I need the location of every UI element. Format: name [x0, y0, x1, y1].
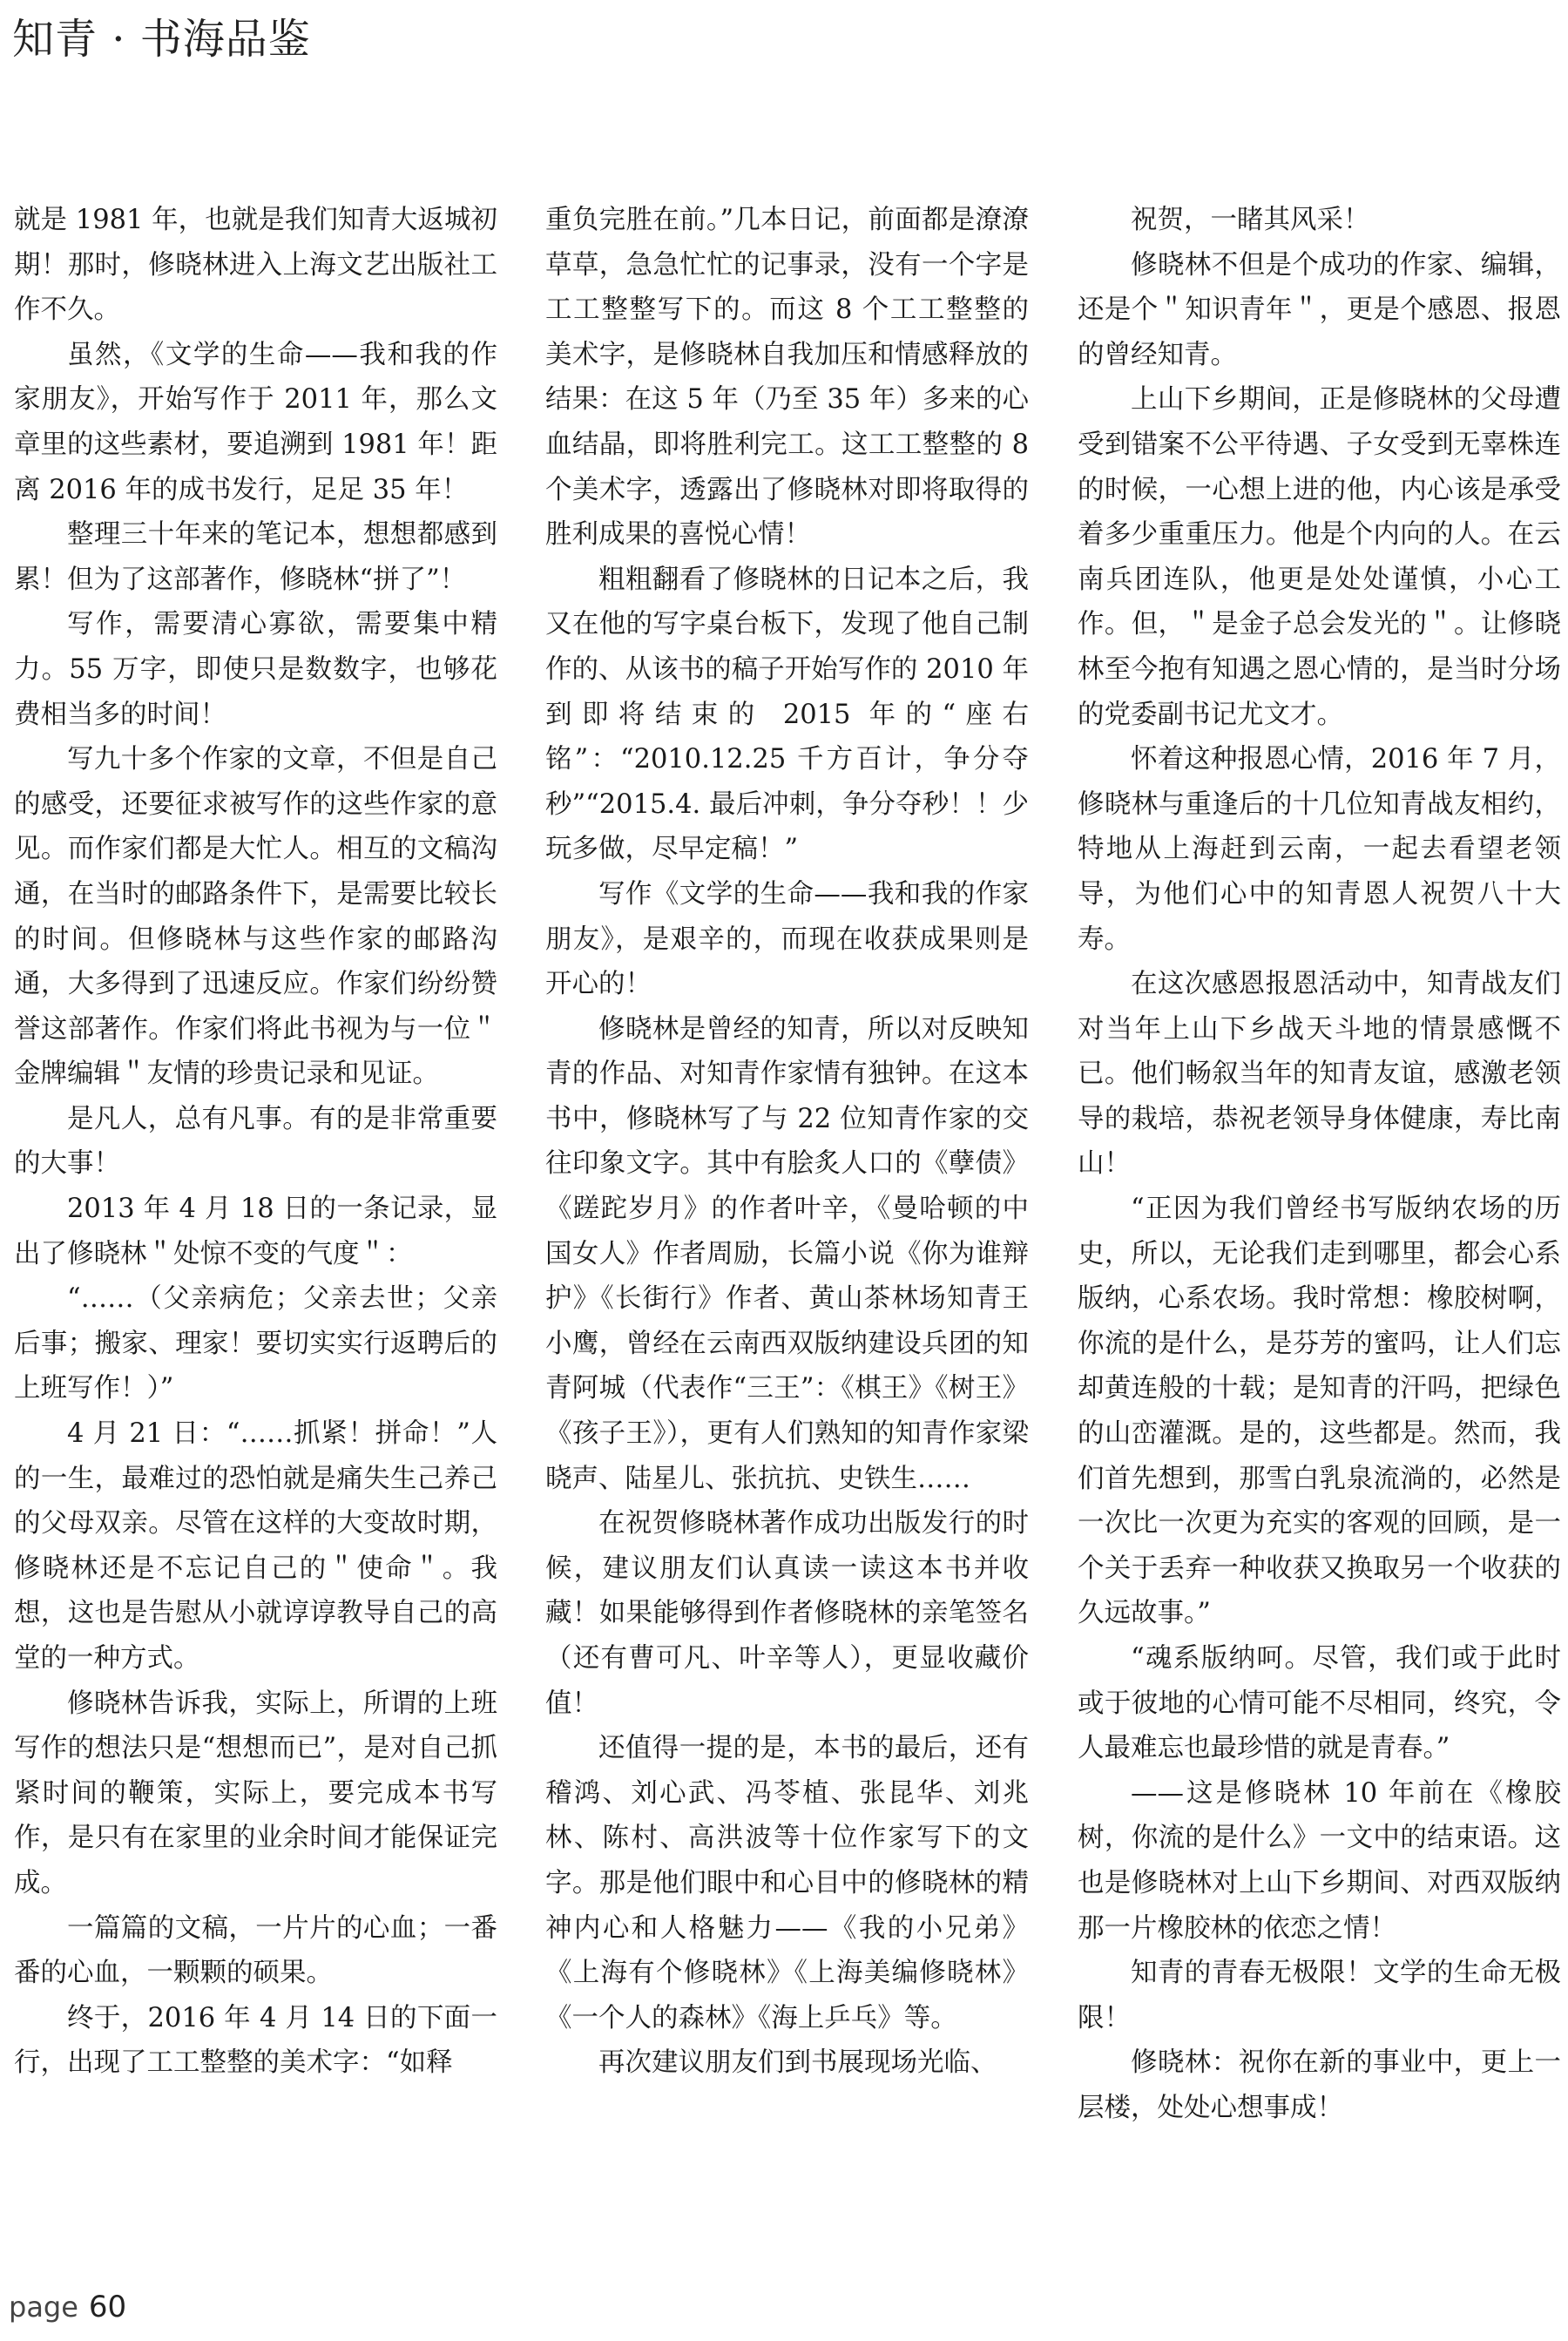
paragraph: 写作，需要清心寡欲，需要集中精力。55 万字，即使只是数数字，也够花费相当多的时间！ — [14, 609, 497, 730]
paragraph: 是凡人，总有凡事。有的是非常重要的大事！ — [14, 1103, 497, 1180]
paragraph: 在祝贺修晓林著作成功出版发行的时候，建议朋友们认真读一读这本书并收藏！如果能够得到作者修晓林的亲笔签名（还有曹可凡、叶辛等人），更显收藏价值！ — [545, 1508, 1029, 1719]
paragraph: 知青的青春无极限！文学的生命无极限！ — [1078, 1958, 1561, 2033]
paragraph: 粗粗翻看了修晓林的日记本之后，我又在他的写字桌台板下，发现了他自己制作的、从该书的稿子开始写作的 2010 年到即将结束的 2015 年的“座右铭”：“2010.12.25 千方百计，争分夺秒”“2015.4. 最后冲刺，争分夺秒！！少玩多做，尽早定稿！” — [545, 564, 1029, 865]
text-column-2 — [545, 198, 1029, 2271]
article-body — [14, 198, 1561, 2271]
paragraph: 修晓林不但是个成功的作家、编辑，还是个＂知识青年＂，更是个感恩、报恩的曾经知青。 — [1078, 249, 1561, 370]
paragraph: 修晓林是曾经的知青，所以对反映知青的作品、对知青作家情有独钟。在这本书中，修晓林写了与 22 位知青作家的交往印象文字。其中有脍炙人口的《孽债》《蹉跎岁月》的作者叶辛，《曼哈顿的中国女人》作者周励，长篇小说《你为谁辩护》《长街行》作者、黄山茶林场知青王小鹰，曾经在云南西双版纳建设兵团的知青阿城（代表作“三王”：《棋王》《树王》《孩子王》），更有人们熟知的知青作家梁晓声、陆星儿、张抗抗、史铁生…… — [545, 1013, 1029, 1494]
paragraph: 还值得一提的是，本书的最后，还有稽鸿、刘心武、冯苓植、张昆华、刘兆林、陈村、高洪波等十位作家写下的文字。那是他们眼中和心目中的修晓林的精神内心和人格魅力——《我的小兄弟》《上海有个修晓林》《上海美编修晓林》《一个人的森林》《海上乒乓》等。 — [545, 1733, 1029, 2033]
paragraph: 4 月 21 日：“……抓紧！拼命！”人的一生，最难过的恐怕就是痛失生己养己的父母双亲。尽管在这样的大变故时期，修晓林还是不忘记自己的＂使命＂。我想，这也是告慰从小就谆谆教导自己的高堂的一种方式。 — [14, 1418, 497, 1674]
text-column-3 — [1078, 198, 1561, 2271]
paragraph: 上山下乡期间，正是修晓林的父母遭受到错案不公平待遇、子女受到无辜株连的时候，一心想上进的他，内心该是承受着多少重重压力。他是个内向的人。在云南兵团连队，他更是处处谨慎，小心工作。但，＂是金子总会发光的＂。让修晓林至今抱有知遇之恩心情的，是当时分场的党委副书记尤文才。 — [1078, 384, 1561, 730]
paragraph: 祝贺，一睹其风采！ — [1131, 205, 1370, 235]
page-footer — [9, 2290, 126, 2333]
page-number: 60 — [88, 2290, 127, 2324]
paragraph: 在这次感恩报恩活动中，知青战友们对当年上山下乡战天斗地的情景感慨不已。他们畅叙当年的知青友谊，感激老领导的栽培，恭祝老领导身体健康，寿比南山！ — [1078, 969, 1561, 1180]
paragraph: 修晓林：祝你在新的事业中，更上一层楼，处处心想事成！ — [1078, 2047, 1561, 2123]
paragraph: 写作《文学的生命——我和我的作家朋友》，是艰辛的，而现在收获成果则是开心的！ — [545, 878, 1029, 1000]
paragraph: “魂系版纳呵。尽管，我们或于此时或于彼地的心情可能不尽相同，终究，令人最难忘也最珍惜的就是青春。” — [1078, 1643, 1561, 1764]
text-column-1 — [14, 198, 497, 2271]
page-header-title: 知青 · 书海品鉴 — [12, 15, 311, 64]
paragraph: 一篇篇的文稿，一片片的心血；一番番的心血，一颗颗的硕果。 — [14, 1912, 497, 1989]
paragraph: 重负完胜在前。”几本日记，前面都是潦潦草草，急急忙忙的记事录，没有一个字是工工整整写下的。而这 8 个工工整整的美术字，是修晓林自我加压和情感释放的结果：在这 5 年（乃至 35 年）多来的心血结晶，即将胜利完工。这工工整整的 8 个美术字，透露出了修晓林对即将取得的胜利成果的喜悦心情！ — [545, 205, 1029, 551]
paragraph: “正因为我们曾经书写版纳农场的历史，所以，无论我们走到哪里，都会心系版纳，心系农场。我时常想：橡胶树啊，你流的是什么，是芬芳的蜜吗，让人们忘却黄连般的十载；是知青的汗吗，把绿色的山峦灌溉。是的，这些都是。然而，我们首先想到，那雪白乳泉流淌的，必然是一次比一次更为充实的客观的回顾，是一个关于丢弃一种收获又换取另一个收获的久远故事。” — [1078, 1194, 1561, 1629]
paragraph: 2013 年 4 月 18 日的一条记录，显出了修晓林＂处惊不变的气度＂： — [14, 1194, 497, 1269]
paragraph: 终于，2016 年 4 月 14 日的下面一行，出现了工工整整的美术字：“如释 — [14, 2002, 497, 2079]
paragraph: ——这是修晓林 10 年前在《橡胶树，你流的是什么》一文中的结束语。这也是修晓林对上山下乡期间、对西双版纳那一片橡胶林的依恋之情！ — [1078, 1777, 1561, 1944]
paragraph: 再次建议朋友们到书展现场光临、 — [598, 2047, 997, 2079]
paragraph: 怀着这种报恩心情，2016 年 7 月，修晓林与重逢后的十几位知青战友相约，特地从上海赶到云南，一起去看望老领导，为他们心中的知青恩人祝贺八十大寿。 — [1078, 744, 1561, 955]
paragraph: 虽然，《文学的生命——我和我的作家朋友》，开始写作于 2011 年，那么文章里的这些素材，要追溯到 1981 年！距离 2016 年的成书发行，足足 35 年！ — [14, 339, 497, 505]
paragraph: 写九十多个作家的文章，不但是自己的感受，还要征求被写作的这些作家的意见。而作家们都是大忙人。相互的文稿沟通，在当时的邮路条件下，是需要比较长的时间。但修晓林与这些作家的邮路沟通，大多得到了迅速反应。作家们纷纷赞誉这部著作。作家们将此书视为与一位＂金牌编辑＂友情的珍贵记录和见证。 — [14, 744, 497, 1090]
paragraph: 修晓林告诉我，实际上，所谓的上班写作的想法只是“想想而已”，是对自己抓紧时间的鞭策，实际上，要完成本书写作，是只有在家里的业余时间才能保证完成。 — [14, 1688, 497, 1898]
paragraph: 整理三十年来的笔记本，想想都感到累！但为了这部著作，修晓林“拼了”！ — [14, 519, 497, 595]
paragraph: “……（父亲病危；父亲去世；父亲后事；搬家、理家！要切实实行返聘后的上班写作！）” — [14, 1283, 497, 1404]
paragraph: 就是 1981 年，也就是我们知青大返城初期！那时，修晓林进入上海文艺出版社工作不久。 — [14, 205, 497, 326]
page-label: page — [9, 2290, 78, 2324]
